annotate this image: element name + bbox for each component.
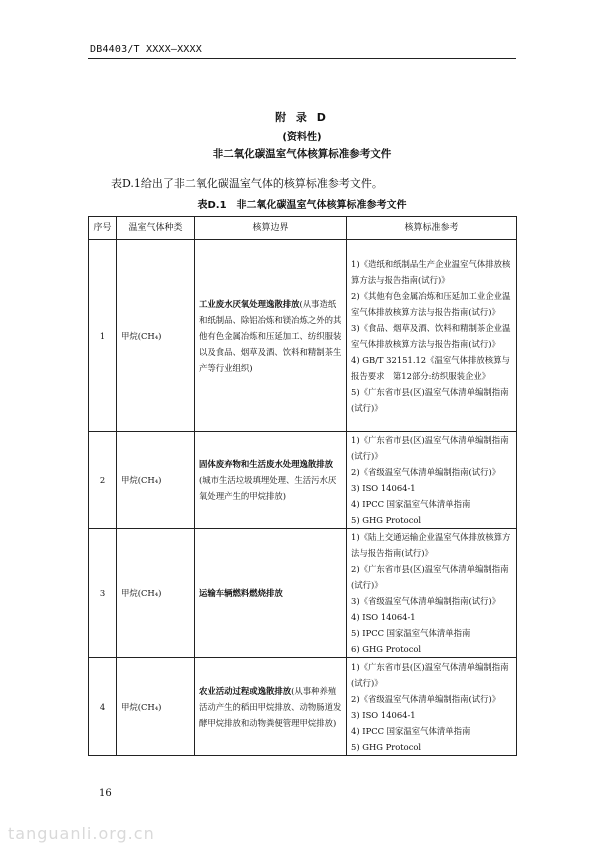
gas-type: 甲烷(CH₄) (117, 432, 195, 529)
appendix-label: 附 录 D (275, 111, 329, 124)
intro-paragraph: 表D.1给出了非二氧化碳温室气体的核算标准参考文件。 (111, 177, 383, 190)
boundary-title: 工业废水厌氧处理逸散排放 (199, 298, 300, 309)
reference-item: 1)《造纸和纸制品生产企业温室气体排放核算方法与报告指南(试行)》 (351, 258, 511, 285)
boundary-cell (195, 529, 347, 658)
header-rule (88, 58, 516, 59)
reference-cell (347, 658, 517, 756)
table-row (89, 529, 517, 658)
boundary-note: (从事造纸和纸制品、除铝冶炼和镁冶炼之外的其他有色金属冶炼和压延加工、纺织服装以及食品、烟草及酒、饮料和精制茶生产等行业组织) (199, 298, 342, 373)
reference-item: 2)《省级温室气体清单编制指南(试行)》 (351, 693, 501, 704)
reference-table (88, 216, 517, 756)
reference-item: 4) GB/T 32151.12《温室气体排放核算与报告要求 第12部分:纺织服装企业》 (351, 354, 510, 381)
boundary-cell (195, 658, 347, 756)
row-number: 1 (89, 240, 117, 432)
table-caption: 表D.1 非二氧化碳温室气体核算标准参考文件 (197, 200, 407, 211)
reference-item: 5)《广东省市县(区)温室气体清单编制指南(试行)》 (351, 386, 509, 413)
reference-item: 2)《其他有色金属冶炼和压延加工业企业温室气体排放核算方法与报告指南(试行)》 (351, 290, 511, 317)
appendix-type: (资料性) (282, 132, 322, 143)
reference-item: 3)《食品、烟草及酒、饮料和精制茶企业温室气体排放核算方法与报告指南(试行)》 (351, 322, 511, 349)
gas-type: 甲烷(CH₄) (117, 529, 195, 658)
header-references: 核算标准参考 (347, 217, 517, 240)
reference-item: 5) GHG Protocol (351, 741, 422, 752)
reference-cell (347, 240, 517, 432)
reference-item: 3) ISO 14064-1 (351, 709, 416, 720)
header-no: 序号 (89, 217, 117, 240)
reference-item: 5) GHG Protocol (351, 515, 422, 525)
reference-item: 4) IPCC 国家温室气体清单指南 (351, 499, 471, 509)
boundary-title: 农业活动过程或逸散排放 (199, 685, 292, 696)
table-row (89, 658, 517, 756)
reference-item: 5) IPCC 国家温室气体清单指南 (351, 628, 471, 638)
reference-item: 4) ISO 14064-1 (351, 612, 416, 622)
reference-item: 2)《广东省市县(区)温室气体清单编制指南(试行)》 (351, 564, 509, 590)
gas-type: 甲烷(CH₄) (117, 240, 195, 432)
boundary-title: 固体废弃物和生活废水处理逸散排放 (199, 459, 333, 469)
page-number: 16 (99, 788, 112, 799)
reference-item: 1)《广东省市县(区)温室气体清单编制指南(试行)》 (351, 661, 509, 688)
reference-item: 3)《省级温室气体清单编制指南(试行)》 (351, 596, 501, 606)
reference-cell (347, 529, 517, 658)
table-row (89, 240, 517, 432)
appendix-title: 非二氧化碳温室气体核算标准参考文件 (212, 148, 392, 160)
reference-cell (347, 432, 517, 529)
boundary-cell (195, 240, 347, 432)
document-code: DB4403/T XXXX—XXXX (90, 44, 202, 55)
header-gas: 温室气体种类 (117, 217, 195, 240)
reference-item: 2)《省级温室气体清单编制指南(试行)》 (351, 467, 501, 477)
boundary-cell (195, 432, 347, 529)
reference-item: 6) GHG Protocol (351, 644, 422, 654)
watermark: tanguanli.org.cn (8, 824, 155, 843)
boundary-note: (从事种养殖活动产生的稻田甲烷排放、动物肠道发酵甲烷排放和动物粪便管理甲烷排放) (199, 685, 342, 728)
reference-item: 1)《广东省市县(区)温室气体清单编制指南(试行)》 (351, 435, 509, 461)
reference-item: 1)《陆上交通运输企业温室气体排放核算方法与报告指南(试行)》 (351, 532, 511, 558)
table-row (89, 432, 517, 529)
row-number: 2 (89, 432, 117, 529)
row-number: 4 (89, 658, 117, 756)
reference-item: 3) ISO 14064-1 (351, 483, 416, 493)
reference-item: 4) IPCC 国家温室气体清单指南 (351, 725, 471, 736)
row-number: 3 (89, 529, 117, 658)
header-boundary: 核算边界 (195, 217, 347, 240)
gas-type: 甲烷(CH₄) (117, 658, 195, 756)
boundary-note: (城市生活垃圾填埋处理、生活污水厌氧处理产生的甲烷排放) (199, 475, 337, 501)
table-header-row (89, 217, 517, 240)
boundary-title: 运输车辆燃料燃烧排放 (199, 588, 283, 598)
